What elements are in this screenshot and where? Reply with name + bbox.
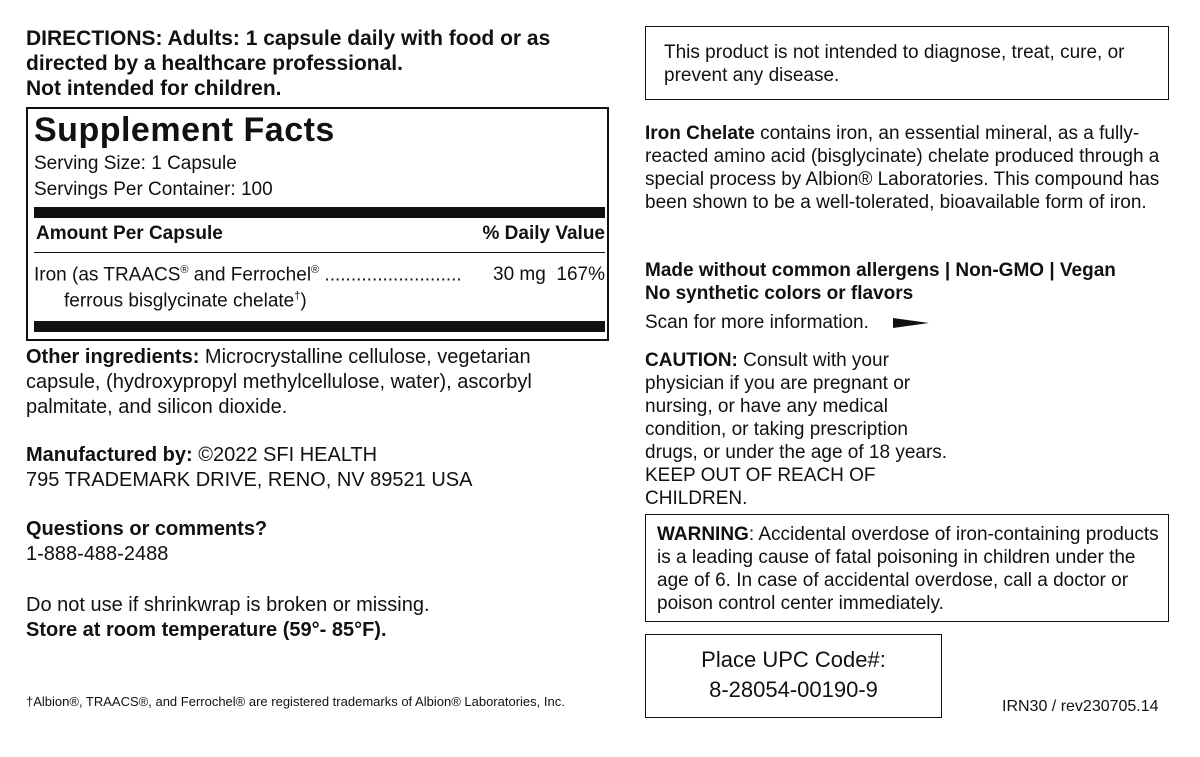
iron-row [34, 264, 462, 286]
leader-dots: .......................... [319, 264, 462, 286]
supplement-facts-panel [26, 107, 609, 341]
allergen-line-1: Made without common allergens | Non-GMO | Vegan [645, 260, 1116, 281]
iron-chelate-description [645, 122, 1165, 214]
daily-value-header: % Daily Value [482, 223, 605, 244]
serving-size: Serving Size: 1 Capsule [34, 153, 237, 174]
iron-label-ferrochel: and Ferrochel [188, 264, 312, 286]
storage-notice: Store at room temperature (59°- 85°F). [26, 619, 387, 641]
other-ingredients-label: Other ingredients: [26, 346, 200, 368]
manufacturer-info [26, 443, 606, 493]
directions-line-2: directed by a healthcare professional. [26, 52, 403, 75]
iron-chelate-text: contains iron, an essential mineral, as a fully-reacted amino acid (bisglycinate) chelate produced through a special process by Albion® Laboratories. This compound has been shown to be a well-tolerated, bioavailable form of iron. [645, 123, 1160, 213]
trademark-footnote: †Albion®, TRAACS®, and Ferrochel® are registered trademarks of Albion® Laboratories, Inc. [26, 694, 565, 709]
directions-line-1: DIRECTIONS: Adults: 1 capsule daily with food or as [26, 27, 551, 50]
scan-info: Scan for more information. [645, 312, 869, 333]
keep-out-of-reach: KEEP OUT OF REACH OF CHILDREN. [645, 465, 876, 509]
thick-divider [34, 207, 605, 218]
warning-body: : Accidental overdose of iron-containing products is a leading cause of fatal poisoning in children under the age of 6. In case of accidental overdose, call a doctor or poison control center immediately. [657, 524, 1159, 614]
questions-section [26, 517, 606, 567]
phone-number: 1-888-488-2488 [26, 543, 169, 565]
upc-box [645, 634, 942, 718]
directions-line-3: Not intended for children. [26, 77, 282, 100]
warning-box [645, 514, 1169, 622]
servings-per-container: Servings Per Container: 100 [34, 179, 273, 200]
iron-label: Iron (as TRAACS [34, 264, 181, 286]
iron-form-text: ferrous bisglycinate chelate [64, 290, 295, 312]
storage-section [26, 593, 626, 643]
warning-label: WARNING [657, 524, 749, 545]
registered-mark: ® [180, 264, 189, 276]
warning-text [657, 523, 1162, 615]
dagger-mark: † [294, 290, 301, 302]
iron-form: ferrous bisglycinate chelate†) [64, 290, 307, 312]
upc-label: Place UPC Code#: [701, 647, 886, 672]
thick-divider-bottom [34, 321, 605, 332]
disclaimer-box [645, 26, 1169, 100]
other-ingredients [26, 345, 606, 420]
iron-daily-value: 167% [556, 264, 605, 285]
caution-label: CAUTION: [645, 350, 738, 371]
caution-section [645, 349, 965, 510]
manufacturer-label: Manufactured by: [26, 444, 193, 466]
manufacturer-name: ©2022 SFI HEALTH [192, 444, 378, 466]
amount-per-capsule-header: Amount Per Capsule [36, 223, 223, 244]
iron-chelate-label: Iron Chelate [645, 123, 755, 144]
directions [26, 26, 606, 101]
allergen-line-2: No synthetic colors or flavors [645, 283, 914, 304]
allergen-claims [645, 259, 1116, 305]
thin-divider [34, 252, 605, 253]
iron-values [493, 264, 605, 286]
supplement-facts-title: Supplement Facts [34, 111, 335, 149]
disclaimer-text: This product is not intended to diagnose, treat, cure, or prevent any disease. [664, 42, 1125, 86]
other-ingredients-text: Microcrystalline cellulose, vegetarian capsule, (hydroxypropyl methylcellulose, water), ascorbyl palmitate, and silicon dioxide. [26, 346, 532, 418]
iron-amount: 30 mg [493, 264, 546, 285]
arrow-right-icon [893, 318, 929, 328]
registered-mark: ® [311, 264, 320, 276]
shrinkwrap-notice: Do not use if shrinkwrap is broken or missing. [26, 594, 430, 616]
manufacturer-address: 795 TRADEMARK DRIVE, RENO, NV 89521 USA [26, 469, 473, 491]
upc-code: 8-28054-00190-9 [709, 677, 878, 702]
revision-code: IRN30 / rev230705.14 [1002, 698, 1159, 715]
caution-text: Consult with your physician if you are pregnant or nursing, or have any medical condition, or taking prescription drugs, or under the age of 18 years. [645, 350, 948, 463]
questions-label: Questions or comments? [26, 518, 268, 540]
